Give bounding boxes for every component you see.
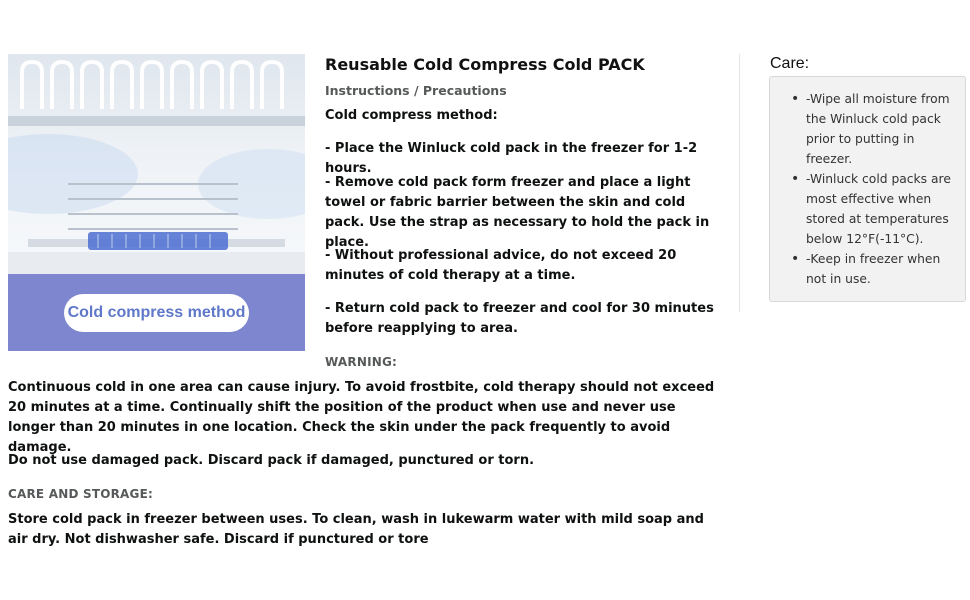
- care-item: [791, 89, 957, 169]
- care-list: [770, 89, 965, 289]
- storage-text: Store cold pack in freezer between uses. To clean, wash in lukewarm water with mild soap and air dry. Not dishwasher safe. Discard if punctured or tore: [8, 512, 704, 547]
- step-3: - Without professional advice, do not exceed 20 minutes of cold therapy at a time.: [325, 248, 677, 283]
- freezer-photo: [8, 54, 305, 274]
- column-divider: [739, 54, 740, 312]
- product-image: [8, 54, 305, 351]
- care-item-text: -Wipe all moisture from the Winluck cold pack prior to putting in freezer.: [806, 92, 950, 166]
- bullet-icon: •: [791, 251, 800, 267]
- bullet-icon: •: [791, 171, 800, 187]
- step-1: - Place the Winluck cold pack in the freezer for 1-2 hours.: [325, 141, 698, 176]
- step-4: - Return cold pack to freezer and cool for 30 minutes before reapplying to area.: [325, 301, 714, 336]
- method-heading: Cold compress method:: [325, 108, 498, 123]
- bullet-icon: •: [791, 91, 800, 107]
- care-storage-label: CARE AND STORAGE:: [8, 487, 153, 501]
- product-title: Reusable Cold Compress Cold PACK: [325, 55, 645, 74]
- care-item: [791, 169, 957, 249]
- care-item-text: -Keep in freezer when not in use.: [806, 252, 941, 286]
- step-2: - Remove cold pack form freezer and place a light towel or fabric barrier between the skin and cold pack. Use the strap as necessary to hold the pack in place.: [325, 175, 710, 250]
- care-item: [791, 249, 957, 289]
- care-item-text: -Winluck cold packs are most effective when stored at temperatures below 12°F(-11°C).: [806, 172, 951, 246]
- warning-text: Continuous cold in one area can cause injury. To avoid frostbite, cold therapy should not exceed 20 minutes at a time. Continually shift the position of the product when use and never use longer than 20 minutes in one location. Check the skin under the pack frequently to avoid damage.: [8, 380, 715, 455]
- care-title: Care:: [770, 55, 810, 72]
- damaged-pack-text: Do not use damaged pack. Discard pack if damaged, punctured or torn.: [8, 453, 535, 468]
- instructions-subtitle: Instructions / Precautions: [325, 83, 507, 98]
- warning-label: WARNING:: [325, 355, 398, 369]
- cold-compress-method-badge: Cold compress method: [64, 294, 249, 332]
- care-panel: [769, 76, 966, 302]
